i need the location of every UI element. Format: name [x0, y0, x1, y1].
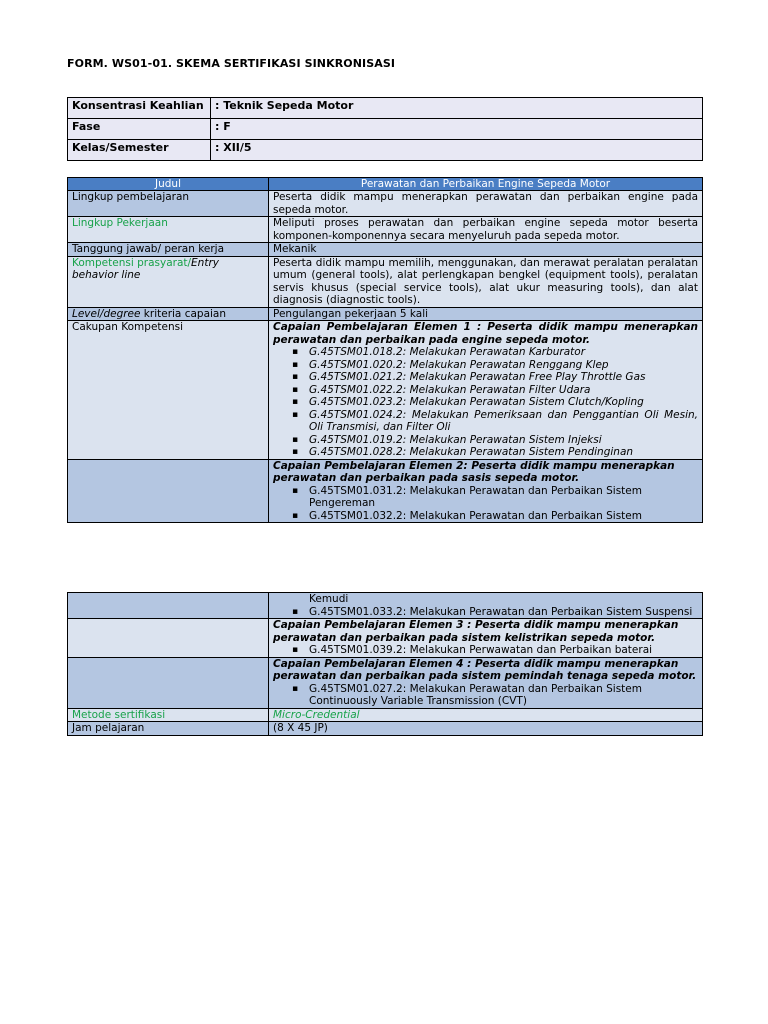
table-row: [68, 708, 703, 722]
table-row: [68, 256, 703, 307]
info-row: [68, 119, 703, 140]
form-title: FORM. WS01-01. SKEMA SERTIFIKASI SINKRONISASI: [67, 57, 396, 70]
elemen4-cell: [269, 657, 703, 708]
table-row: [68, 722, 703, 736]
row-label: [68, 307, 269, 321]
list-item: ▪ G.45TSM01.033.2: Melakukan Perawatan dan Perbaikan Sistem Suspensi: [309, 606, 698, 619]
table-row: [68, 593, 703, 619]
info-row: [68, 98, 703, 119]
table-row: [68, 619, 703, 658]
row-label-empty: [68, 657, 269, 708]
info-table: [67, 97, 703, 161]
info-label: Konsentrasi Keahlian: [68, 98, 211, 119]
table-row: [68, 307, 703, 321]
row-label: Tanggung jawab/ peran kerja: [68, 243, 269, 257]
scheme-table: [67, 177, 703, 523]
elemen1-cell: [269, 321, 703, 460]
table-row: [68, 321, 703, 460]
elemen4-title: Capaian Pembelajaran Elemen 4 : Peserta didik mampu menerapkan perawatan dan perbaikan pada sistem pemindah tenaga sepeda motor.: [273, 657, 697, 682]
row-value: Mekanik: [269, 243, 703, 257]
elemen2-list: [273, 485, 698, 523]
label-green: Kompetensi prasyarat/: [72, 256, 192, 269]
elemen3-title: Capaian Pembelajaran Elemen 3 : Peserta didik mampu menerapkan perawatan dan perbaikan pada sistem kelistrikan sepeda motor.: [273, 619, 679, 644]
info-value: : F: [211, 119, 703, 140]
list-item: ▪ G.45TSM01.019.2: Melakukan Perawatan Sistem Injeksi: [309, 434, 698, 447]
row-label-empty: [68, 459, 269, 523]
row-label: Lingkup Pekerjaan: [68, 217, 269, 243]
list-item: ▪ G.45TSM01.023.2: Melakukan Perawatan Sistem Clutch/Kopling: [309, 396, 698, 409]
row-label: Jam pelajaran: [68, 722, 269, 736]
list-item: ▪ G.45TSM01.020.2: Melakukan Perawatan Renggang Klep: [309, 359, 698, 372]
list-item: ▪ G.45TSM01.021.2: Melakukan Perawatan Free Play Throttle Gas: [309, 371, 698, 384]
row-value: Pengulangan pekerjaan 5 kali: [269, 307, 703, 321]
elemen2-continued: Kemudi: [309, 593, 349, 605]
label-rest: kriteria capaian: [140, 307, 227, 320]
row-label: Cakupan Kompetensi: [68, 321, 269, 460]
row-label: Lingkup pembelajaran: [68, 191, 269, 217]
list-item: ▪ G.45TSM01.028.2: Melakukan Perawatan Sistem Pendinginan: [309, 446, 698, 459]
list-item: ▪ G.45TSM01.031.2: Melakukan Perawatan dan Perbaikan Sistem Pengereman: [309, 485, 698, 510]
elemen1-list: [273, 346, 698, 459]
row-value: Meliputi proses perawatan dan perbaikan engine sepeda motor beserta komponen-komponennya secara menyeluruh pada sepeda motor.: [269, 217, 703, 243]
row-value: Micro-Credential: [269, 708, 703, 722]
info-value: : Teknik Sepeda Motor: [211, 98, 703, 119]
table-header: [68, 178, 703, 191]
table-row: [68, 217, 703, 243]
elemen2-title: Capaian Pembelajaran Elemen 2: Peserta didik mampu menerapkan perawatan dan perbaikan pada sasis sepeda motor.: [273, 459, 675, 484]
list-item: ▪ G.45TSM01.022.2: Melakukan Perawatan Filter Udara: [309, 384, 698, 397]
elemen2-list-cont: [273, 606, 698, 619]
list-item: ▪ G.45TSM01.018.2: Melakukan Perawatan Karburator: [309, 346, 698, 359]
list-item: ▪ G.45TSM01.027.2: Melakukan Perawatan dan Perbaikan Sistem Continuously Variable Transmission (CVT): [309, 683, 698, 708]
elemen4-list: [273, 683, 698, 708]
info-label: Kelas/Semester: [68, 140, 211, 161]
header-title: Perawatan dan Perbaikan Engine Sepeda Motor: [269, 178, 703, 191]
row-value: Peserta didik mampu memilih, menggunakan, dan merawat peralatan peralatan umum (general tools), alat perlengkapan bengkel (equipment tools), peralatan servis khusus (special service tools), alat ukur measuring tools), dan alat diagnosis (diagnostic tools).: [269, 256, 703, 307]
row-value: (8 X 45 JP): [269, 722, 703, 736]
row-label: [68, 256, 269, 307]
list-item: ▪ G.45TSM01.032.2: Melakukan Perawatan dan Perbaikan Sistem: [309, 510, 698, 523]
elemen1-title: Capaian Pembelajaran Elemen 1 : Peserta didik mampu menerapkan perawatan dan perbaikan pada engine sepeda motor.: [273, 321, 698, 346]
row-label-empty: [68, 619, 269, 658]
row-value: Peserta didik mampu menerapkan perawatan dan perbaikan engine pada sepeda motor.: [269, 191, 703, 217]
scheme-table-continued: [67, 592, 703, 736]
table-row: [68, 657, 703, 708]
table-row: [68, 243, 703, 257]
info-label: Fase: [68, 119, 211, 140]
info-value: : XII/5: [211, 140, 703, 161]
elemen2-cont-cell: [269, 593, 703, 619]
elemen2-cell: [269, 459, 703, 523]
elemen3-list: [273, 644, 698, 657]
row-label: Metode sertifikasi: [68, 708, 269, 722]
elemen3-cell: [269, 619, 703, 658]
row-label-empty: [68, 593, 269, 619]
header-judul: Judul: [68, 178, 269, 191]
table-row: [68, 191, 703, 217]
label-italic: Level/degree: [72, 307, 141, 320]
list-item: ▪ G.45TSM01.024.2: Melakukan Pemeriksaan dan Penggantian Oli Mesin, Oli Transmisi, dan Filter Oli: [309, 409, 698, 434]
label-italic: Entry behavior line: [72, 256, 219, 281]
list-item: ▪ G.45TSM01.039.2: Melakukan Perwawatan dan Perbaikan baterai: [309, 644, 698, 657]
info-row: [68, 140, 703, 161]
table-row: [68, 459, 703, 523]
